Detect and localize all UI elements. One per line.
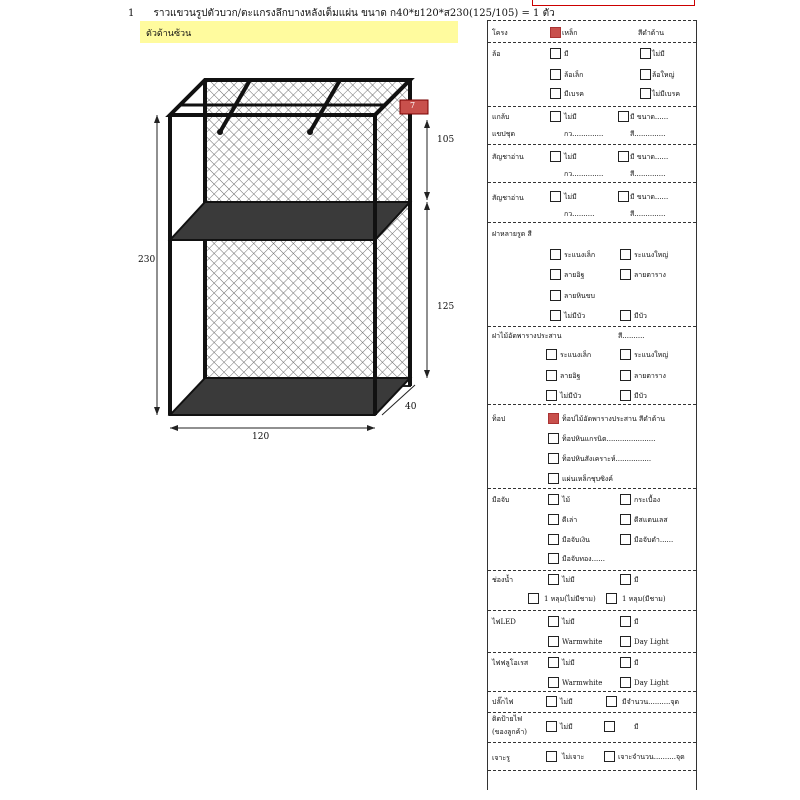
fill-sign-width: กว..............: [564, 130, 604, 138]
fill-sticker2-width: กว..........: [564, 210, 595, 218]
checkbox-top-granite[interactable]: [548, 433, 559, 444]
opt-handle-black: ดีเล่า: [562, 516, 578, 524]
opt-frame-color: สีดำด้าน: [638, 29, 665, 37]
opt-wall-brick: ลายอิฐ: [560, 372, 581, 380]
opt-install-yes: มี: [634, 723, 639, 731]
opt-handle-black2: มือจับดำ......: [634, 536, 674, 544]
label-frame: โครง: [492, 29, 508, 37]
checkbox-led-yes[interactable]: [620, 616, 631, 627]
checkbox-handle-black[interactable]: [548, 514, 559, 525]
label-top: ท็อป: [492, 415, 506, 423]
checkbox-plug-yes[interactable]: [606, 696, 617, 707]
opt-socket-1-nobowl: 1 หลุม(ไม่มีชาม): [544, 595, 596, 603]
checkbox-sign-yes[interactable]: [618, 111, 629, 122]
label-hanger: ฝาหลายรูด สี: [492, 230, 532, 238]
opt-hole-yes: เจาะจำนวน..........จุด: [618, 753, 685, 761]
checkbox-sticker1-no[interactable]: [550, 151, 561, 162]
dim-total-label: 230: [138, 255, 156, 265]
checkbox-wheel-nobrake[interactable]: [640, 88, 651, 99]
opt-socket-no: ไม่มี: [562, 576, 575, 584]
checkbox-wall-trim[interactable]: [620, 390, 631, 401]
checkbox-socket-yes[interactable]: [620, 574, 631, 585]
opt-handle-stainless: ดีสแตนเลส: [634, 516, 668, 524]
checkbox-sticker1-yes[interactable]: [618, 151, 629, 162]
opt-top-plywood: ท็อปไม้อัดพารางประสาน สีดำด้าน: [562, 415, 665, 423]
opt-install-no: ไม่มี: [560, 723, 573, 731]
opt-wall-trim: มีบัว: [634, 392, 647, 400]
opt-handle-tile: กระเบื้อง: [634, 496, 661, 504]
checkbox-frame-steel[interactable]: [550, 27, 561, 38]
label-install: ติดป้ายไฟ: [492, 715, 523, 723]
opt-wheel-brake: มีเบรค: [564, 90, 584, 98]
opt-handle-silver: มือจับเงิน: [562, 536, 590, 544]
dim-width-label: 120: [252, 432, 270, 442]
dim-bottom-label: 125: [437, 302, 455, 312]
top-red-box: [532, 0, 695, 6]
checkbox-handle-stainless[interactable]: [620, 514, 631, 525]
checkbox-top-plywood[interactable]: [548, 413, 559, 424]
opt-hanger-brick: ลายอิฐ: [564, 271, 585, 279]
opt-plug-no: ไม่มี: [560, 698, 573, 706]
label-fluor: ไฟฟลูโอเรส: [492, 659, 529, 667]
checkbox-hanger-trim[interactable]: [620, 310, 631, 321]
rack-drawing: [130, 60, 480, 450]
opt-led-yes: มี: [634, 618, 639, 626]
opt-hanger-small-slat: ระแนงเล็ก: [564, 251, 596, 259]
checkbox-handle-wood[interactable]: [548, 494, 559, 505]
opt-fluor-day: Day Light: [634, 679, 669, 687]
checkbox-handle-black2[interactable]: [620, 534, 631, 545]
checkbox-sign-no[interactable]: [550, 111, 561, 122]
label-handle: มือจับ: [492, 496, 510, 504]
opt-sticker1-no: ไม่มี: [564, 153, 577, 161]
tag-number: 7: [410, 101, 416, 110]
checkbox-led-warm[interactable]: [548, 636, 559, 647]
checkbox-led-no[interactable]: [548, 616, 559, 627]
checkbox-fluor-yes[interactable]: [620, 657, 631, 668]
opt-wall-small-slat: ระแนงเล็ก: [560, 351, 592, 359]
section-title-band: [140, 21, 458, 43]
checkbox-socket-1-bowl[interactable]: [606, 593, 617, 604]
checkbox-plug-no[interactable]: [546, 696, 557, 707]
dim-depth-label: 40: [405, 402, 417, 412]
label-led: ไฟLED: [492, 618, 516, 626]
checkbox-top-steel[interactable]: [548, 473, 559, 484]
opt-fluor-yes: มี: [634, 659, 639, 667]
item-number: 1: [128, 8, 135, 19]
label-sign: แกล้บ: [492, 113, 510, 121]
opt-wheel-no: ไม่มี: [652, 50, 665, 58]
label-wheel: ล้อ: [492, 50, 501, 58]
opt-hole-no: ไม่เจาะ: [562, 753, 585, 761]
hook-left: [217, 129, 223, 135]
fill-sign-color: สี..............: [630, 130, 666, 138]
checkbox-wall-small-slat[interactable]: [546, 349, 557, 360]
opt-sign-yes: มี ขนาด......: [630, 113, 669, 121]
checkbox-hanger-brick[interactable]: [550, 269, 561, 280]
checkbox-socket-no[interactable]: [548, 574, 559, 585]
opt-hanger-large-slat: ระแนงใหญ่: [634, 251, 669, 259]
opt-sticker2-yes: มี ขนาด......: [630, 193, 669, 201]
checkbox-hanger-no-trim[interactable]: [550, 310, 561, 321]
checkbox-wheel-small[interactable]: [550, 69, 561, 80]
checkbox-wall-large-slat[interactable]: [620, 349, 631, 360]
label-sign-sub: แขปชุด: [492, 130, 516, 138]
opt-wheel-large: ล้อใหญ่: [652, 71, 675, 79]
opt-sticker1-yes: มี ขนาด......: [630, 153, 669, 161]
label-sticker-2: สัญชาอ่าน: [492, 194, 524, 202]
hook-right: [307, 129, 313, 135]
document-header: [128, 6, 555, 21]
label-hole: เจาะรู: [492, 754, 510, 762]
spec-panel: [488, 20, 698, 790]
opt-wheel-small: ล้อเล็ก: [564, 71, 584, 79]
dim-top-label: 105: [437, 135, 455, 145]
label-sticker-1: สัญชาอ่าน: [492, 153, 524, 161]
item-description: ราวแขวนรูปตัวบวก/ตะแกรงลึกบางหลังเต็มแผ่น ขนาด ก40*ย120*ส230(125/105) = 1 ตัว: [153, 8, 555, 19]
checkbox-wheel-large[interactable]: [640, 69, 651, 80]
opt-handle-gold: มือจับทอง......: [562, 555, 605, 563]
checkbox-wall-no-trim[interactable]: [546, 390, 557, 401]
checkbox-fluor-warm[interactable]: [548, 677, 559, 688]
checkbox-hanger-large-slat[interactable]: [620, 249, 631, 260]
section-title: ตัวด้านซ้วน: [146, 29, 192, 39]
checkbox-install-yes[interactable]: [604, 721, 615, 732]
opt-plug-yes: มีจำนวน..........จุด: [622, 698, 680, 706]
opt-wall-no-trim: ไม่มีบัว: [560, 392, 582, 400]
checkbox-wall-brick[interactable]: [546, 370, 557, 381]
opt-fluor-warm: Warmwhite: [562, 679, 603, 687]
checkbox-fluor-no[interactable]: [548, 657, 559, 668]
fill-sticker1-width: กว..............: [564, 170, 604, 178]
checkbox-hanger-stone[interactable]: [550, 290, 561, 301]
checkbox-install-no[interactable]: [546, 721, 557, 732]
opt-socket-1-bowl: 1 หลุม(มีชาม): [622, 595, 666, 603]
fill-sticker1-color: สี..............: [630, 170, 666, 178]
checkbox-fluor-day[interactable]: [620, 677, 631, 688]
opt-sign-no: ไม่มี: [564, 113, 577, 121]
checkbox-handle-gold[interactable]: [548, 553, 559, 564]
label-socket: ช่องน้ำ: [492, 576, 514, 584]
checkbox-wheel-brake[interactable]: [550, 88, 561, 99]
checkbox-sticker2-no[interactable]: [550, 191, 561, 202]
opt-top-synthetic: ท็อปหินสังเคราะห์................: [562, 455, 652, 463]
label-wall-color: สี..........: [618, 332, 645, 340]
opt-frame-steel: เหล็ก: [562, 29, 578, 37]
opt-led-warm: Warmwhite: [562, 638, 603, 646]
opt-led-day: Day Light: [634, 638, 669, 646]
checkbox-sticker2-yes[interactable]: [618, 191, 629, 202]
label-wall: ฝาไม้อัดพารางประสาน: [492, 332, 562, 340]
opt-wheel-nobrake: ไม่มีเบรค: [652, 90, 681, 98]
checkbox-top-synthetic[interactable]: [548, 453, 559, 464]
label-install-sub: (ของลูกค้า): [492, 728, 528, 736]
opt-fluor-no: ไม่มี: [562, 659, 575, 667]
checkbox-socket-1-nobowl[interactable]: [528, 593, 539, 604]
fill-sticker2-color: สี..............: [630, 210, 666, 218]
checkbox-hole-no[interactable]: [546, 751, 557, 762]
checkbox-wall-grid[interactable]: [620, 370, 631, 381]
opt-hanger-grid: ลายตาราง: [634, 271, 666, 279]
opt-top-granite: ท็อปหินแกรนิต......................: [562, 435, 656, 443]
opt-sticker2-no: ไม่มี: [564, 193, 577, 201]
checkbox-led-day[interactable]: [620, 636, 631, 647]
checkbox-handle-silver[interactable]: [548, 534, 559, 545]
checkbox-wheel-no[interactable]: [640, 48, 651, 59]
opt-handle-wood: ไม้: [562, 496, 571, 504]
opt-wheel-yes: มี: [564, 50, 569, 58]
opt-hanger-no-trim: ไม่มีบัว: [564, 312, 586, 320]
opt-top-steel: แผ่นเหล็กชุบซิงค์: [562, 475, 613, 483]
opt-wall-large-slat: ระแนงใหญ่: [634, 351, 669, 359]
opt-wall-grid: ลายตาราง: [634, 372, 666, 380]
opt-socket-yes: มี: [634, 576, 639, 584]
checkbox-hanger-small-slat[interactable]: [550, 249, 561, 260]
opt-hanger-trim: มีบัว: [634, 312, 647, 320]
checkbox-handle-tile[interactable]: [620, 494, 631, 505]
label-plug: ปลั๊กไฟ: [492, 698, 514, 706]
checkbox-wheel-yes[interactable]: [550, 48, 561, 59]
opt-hanger-stone: ลายหินขบ: [564, 292, 595, 300]
checkbox-hole-yes[interactable]: [604, 751, 615, 762]
opt-led-no: ไม่มี: [562, 618, 575, 626]
checkbox-hanger-grid[interactable]: [620, 269, 631, 280]
